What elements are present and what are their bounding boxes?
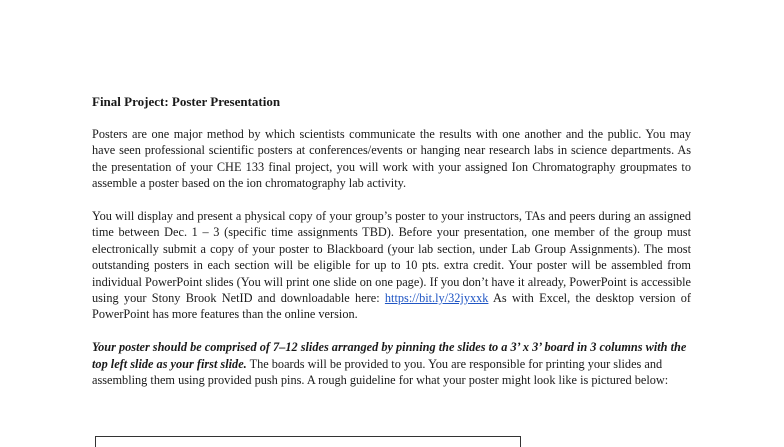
paragraph-presentation-text-end: As with Excel, the desktop version of PowerPoint has more features than the online version. bbox=[92, 291, 692, 322]
document-page bbox=[92, 93, 691, 405]
document-title: Final Project: Poster Presentation bbox=[92, 94, 281, 109]
paragraph-intro: Posters are one major method by which scientists communicate the results with one another and the public. You may have seen professional scientific posters at conferences/events or hanging near research labs in science departments. As the presentation of your CHE 133 final project, you will work with your assigned Ion Chromatography groupmates to assemble a poster based on the ion chromatography lab activity. bbox=[92, 127, 691, 191]
poster-guideline-figure-frame bbox=[95, 436, 521, 447]
paragraph-presentation-text: You will display and present a physical copy of your group’s poster to your instructors, TAs and peers during an assigned time between Dec. 1 – 3 (specific time assignments TBD). Before your presentation, one member of the group must electronically submit a copy of your poster to Blackboard (your lab section, under Lab Group Assignments). The most outstanding posters in each section will be eligible for up to 10 pts. extra credit. Your poster will be assembled from individual PowerPoint slides (You will print one slide on one page). If you don’t have it already, PowerPoint is accessible using your Stony Brook NetID and downloadable here: bbox=[92, 209, 691, 306]
poster-requirement-emphasis: Your poster should be comprised of 7–12 slides arranged by pinning the slides to a 3’ x 3’ board in 3 columns with the top left slide as your first slide. bbox=[92, 340, 687, 371]
poster-requirement-text: The boards will be provided to you. You are responsible for printing your slides and assembling them using provided push pins. A rough guideline for what your poster might look like is pictured below: bbox=[92, 356, 669, 388]
paragraph-poster-format bbox=[92, 339, 691, 388]
paragraph-presentation bbox=[92, 208, 691, 323]
powerpoint-download-link[interactable]: https://bit.ly/32jyxxk bbox=[384, 291, 489, 306]
